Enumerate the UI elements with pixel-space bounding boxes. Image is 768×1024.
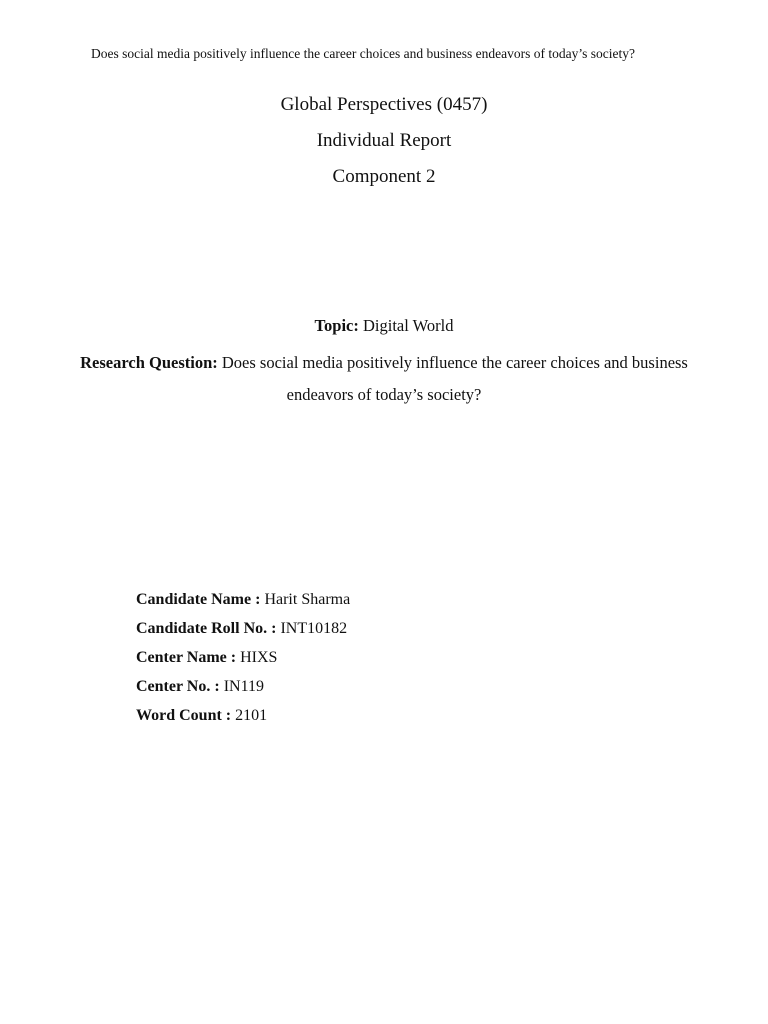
center-name-row (136, 643, 350, 672)
detail-label: Center No. : (136, 678, 220, 695)
research-question (80, 347, 688, 411)
detail-value: 2101 (235, 707, 268, 724)
topic-label: Topic: (314, 316, 359, 335)
candidate-name-row (136, 585, 350, 614)
title-component: Component 2 (332, 166, 436, 187)
word-count-row (136, 701, 350, 730)
research-question-label: Research Question: (80, 353, 218, 372)
page-header: Does social media positively influence the career choices and business endeavors of today’s society? (91, 46, 635, 61)
detail-value: INT10182 (280, 620, 348, 637)
detail-value: IN119 (223, 678, 264, 695)
title-course: Global Perspectives (0457) (280, 94, 488, 115)
detail-label: Candidate Roll No. : (136, 620, 277, 637)
detail-value: HIXS (240, 649, 278, 666)
candidate-roll-row (136, 614, 350, 643)
center-number-row (136, 672, 350, 701)
candidate-details (136, 585, 350, 730)
topic-value: Digital World (362, 316, 454, 335)
detail-label: Candidate Name : (136, 591, 261, 608)
research-question-value: Does social media positively influence the career choices and business endeavors of today’s society? (221, 353, 688, 404)
detail-value: Harit Sharma (264, 591, 351, 608)
detail-label: Center Name : (136, 649, 237, 666)
topic-line (0, 315, 768, 337)
title-report-type: Individual Report (316, 130, 452, 151)
detail-label: Word Count : (136, 707, 232, 724)
